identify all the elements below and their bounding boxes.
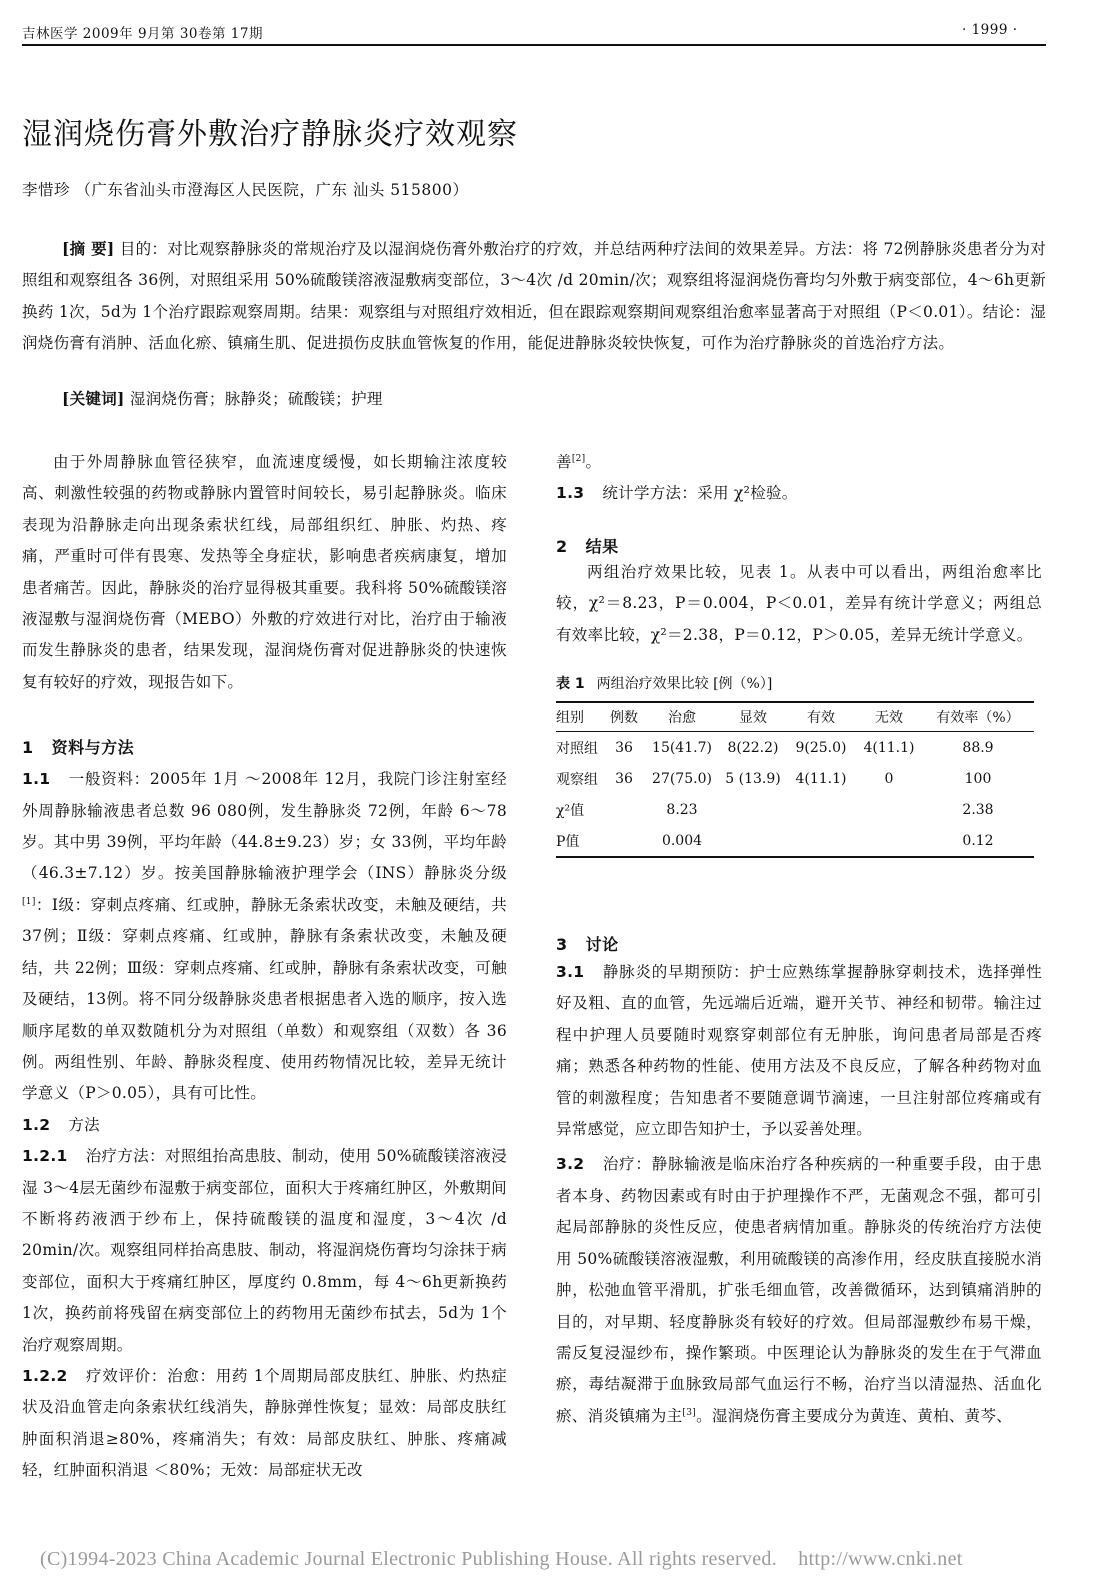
section-number: 1.2 xyxy=(22,1115,51,1134)
table-label: 表 1 xyxy=(556,676,585,693)
table-cell: 5 (13.9) xyxy=(725,770,781,787)
table-cell: 36 xyxy=(615,739,633,756)
table-cell: 88.9 xyxy=(962,739,994,756)
table-cell: 2.38 xyxy=(962,801,994,818)
continued-text xyxy=(556,447,1042,478)
column-header: 例数 xyxy=(610,710,638,727)
section-number: 2 xyxy=(556,536,568,556)
section-1-2-1 xyxy=(22,1141,507,1361)
left-column xyxy=(22,447,507,1487)
table-cell: 100 xyxy=(964,770,992,787)
section-1-2-heading xyxy=(22,1110,507,1141)
copyright-watermark: (C)1994-2023 China Academic Journal Electronic Publishing House. All rights reserved. http://www.cnki.net xyxy=(40,1548,963,1570)
keywords-label: [关键词] xyxy=(62,389,125,408)
section-1-1 xyxy=(22,764,507,1109)
table-cell xyxy=(720,794,786,825)
abstract xyxy=(22,233,1046,360)
section-number: 3.1 xyxy=(556,963,585,982)
table-cell: 8.23 xyxy=(666,801,698,818)
page-number: · 1999 · xyxy=(962,22,1018,38)
table-row xyxy=(556,825,1034,857)
column-header: 有效 xyxy=(807,710,835,727)
paragraph-text: 善 xyxy=(556,453,572,471)
section-1-heading xyxy=(22,735,507,758)
header-rule xyxy=(22,44,1046,46)
section-title: 方法 xyxy=(68,1115,100,1134)
table-cell: P值 xyxy=(556,833,580,850)
table-cell: 0 xyxy=(884,770,894,787)
keywords xyxy=(62,383,383,415)
right-column xyxy=(556,447,1042,1432)
author-line: 李惜珍 （广东省汕头市澄海区人民医院，广东 汕头 515800） xyxy=(22,181,469,199)
table-row xyxy=(556,763,1034,794)
section-number: 1.2.1 xyxy=(22,1147,68,1166)
table-cell: 0.12 xyxy=(962,832,994,849)
section-3-1 xyxy=(556,957,1042,1145)
section-2-heading xyxy=(556,534,1042,557)
table-cell xyxy=(856,825,922,857)
reference-mark: [1] xyxy=(22,896,36,907)
journal-header: 吉林医学 2009年 9月第 30卷第 17期 xyxy=(22,26,263,42)
column-header: 显效 xyxy=(739,710,767,727)
paragraph-text: 。湿润烧伤膏主要成分为黄连、黄柏、黄芩、 xyxy=(696,1406,1013,1425)
reference-mark: [2] xyxy=(571,453,586,464)
paragraph-text: 静脉炎的早期预防：护士应熟练掌握静脉穿刺技术，选择弹性好及粗、直的血管，先远端后近端，避开关节、神经和韧带。输注过程中护理人员要随时观察穿刺部位有无肿胀，询问患者局部是否疼痛；熟悉各种药物的性能、使用方法及不良反应，了解各种药物对血管的刺激程度；告知患者不要随意调节滴速，一旦注射部位疼痛或有异常感觉，应立即告知护士，予以妥善处理。 xyxy=(556,963,1042,1139)
results-paragraph: 两组治疗效果比较，见表 1。从表中可以看出，两组治愈率比较，χ²＝8.23，P＝0.004，P＜0.01，差异有统计学意义；两组总有效率比较，χ²＝2.38，P＝0.12，P＞0.05，差异无统计学意义。 xyxy=(556,562,1042,644)
table-cell: 27(75.0) xyxy=(652,770,712,787)
section-number: 1.2.2 xyxy=(22,1366,68,1385)
table-cell: 4(11.1) xyxy=(863,739,915,756)
table-cell: 36 xyxy=(615,770,633,787)
section-number: 1.3 xyxy=(556,484,585,503)
table-cell xyxy=(720,825,786,857)
column-header: 有效率（%） xyxy=(936,710,1020,727)
paragraph-text: 一般资料：2005年 1月 ～2008年 12月，我院门诊注射室经外周静脉输液患者总数 96 080例，发生静脉炎 72例，年龄 6～78岁。其中男 39例，平均年龄（44.8±9.23）岁；女 33例，平均年龄（46.3±7.12）岁。按美国静脉输液护理学会（INS）静脉炎分级 xyxy=(22,770,507,883)
section-1-3 xyxy=(556,478,1042,509)
table-cell: 对照组 xyxy=(556,740,598,757)
paragraph-text: 治疗方法：对照组抬高患肢、制动，使用 50%硫酸镁溶液浸湿 3～4层无菌纱布湿敷于病变部位，面积大于疼痛红肿区，外敷期间不断将药液洒于纱布上，保持硫酸镁的温度和湿度，3～4次 /d 20min/次。观察组同样抬高患肢、制动，将湿润烧伤膏均匀涂抹于病变部位，面积大于疼痛红肿区，厚度约 0.8mm，每 4～6h更新换药 1次，换药前将残留在病变部位上的药物用无菌纱布拭去，5d为 1个治疗观察周期。 xyxy=(22,1147,507,1354)
table-cell xyxy=(856,794,922,825)
table-caption xyxy=(556,673,1042,693)
paragraph-text: 统计学方法：采用 χ²检验。 xyxy=(602,484,798,503)
table-cell xyxy=(604,794,644,825)
table-cell xyxy=(786,825,856,857)
section-number: 3 xyxy=(556,935,568,955)
table-header-row xyxy=(556,702,1034,732)
table-cell: 8(22.2) xyxy=(727,739,779,756)
table-cell xyxy=(604,825,644,857)
results-table xyxy=(556,701,1034,858)
section-title: 讨论 xyxy=(585,935,619,955)
article-title: 湿润烧伤膏外敷治疗静脉炎疗效观察 xyxy=(22,117,518,152)
table-cell: 0.004 xyxy=(661,832,703,849)
table-cell: 15(41.7) xyxy=(652,739,712,756)
intro-paragraph: 由于外周静脉血管径狭窄，血流速度缓慢，如长期输注浓度较高、刺激性较强的药物或静脉内置管时间较长，易引起静脉炎。临床表现为沿静脉走向出现条索状红线，局部组织红、肿胀、灼热、疼痛，严重时可伴有畏寒、发热等全身症状，影响患者疾病康复，增加患者痛苦。因此，静脉炎的治疗显得极其重要。我科将 50%硫酸镁溶液湿敷与湿润烧伤膏（MEBO）外敷的疗效进行对比，治疗由于输液而发生静脉炎的患者，结果发现，湿润烧伤膏对促进静脉炎的快速恢复有较好的疗效，现报告如下。 xyxy=(22,453,507,691)
table-cell: 4(11.1) xyxy=(795,770,847,787)
reference-mark: [3] xyxy=(682,1407,697,1418)
section-title: 结果 xyxy=(585,536,619,556)
table-title: 两组治疗效果比较 [例（%）] xyxy=(596,676,773,693)
table-row xyxy=(556,732,1034,764)
section-1-2-2 xyxy=(22,1361,507,1487)
table-cell: 9(25.0) xyxy=(795,739,847,756)
table-cell xyxy=(786,794,856,825)
table-cell: 观察组 xyxy=(556,771,598,788)
paragraph-text: 疗效评价：治愈：用药 1个周期局部皮肤红、肿胀、灼热症状及沿血管走向条索状红线消失，静脉弹性恢复；显效：局部皮肤红肿面积消退≥80%，疼痛消失；有效：局部皮肤红、肿胀、疼痛减轻，红肿面积消退 ＜80%；无效：局部症状无改 xyxy=(22,1366,507,1480)
column-header: 组别 xyxy=(556,710,584,727)
column-header: 无效 xyxy=(875,710,903,727)
section-number: 1 xyxy=(22,738,34,758)
column-header: 治愈 xyxy=(668,710,696,727)
table-cell: χ²值 xyxy=(556,802,585,819)
abstract-label: [摘 要] xyxy=(62,239,115,258)
section-title: 资料与方法 xyxy=(51,738,135,758)
section-3-heading xyxy=(556,932,1042,955)
abstract-text: 目的：对比观察静脉炎的常规治疗及以湿润烧伤膏外敷治疗的疗效，并总结两种疗法间的效果差异。方法：将 72例静脉炎患者分为对照组和观察组各 36例，对照组采用 50%硫酸镁溶液湿敷病变部位，3～4次 /d 20min/次；观察组将湿润烧伤膏均匀外敷于病变部位，4～6h更新换药 1次，5d为 1个治疗跟踪观察周期。结果：观察组与对照组疗效相近，但在跟踪观察期间观察组治愈率显著高于对照组（P＜0.01）。结论：湿润烧伤膏有消肿、活血化瘀、镇痛生肌、促进损伤皮肤血管恢复的作用，能促进静脉炎较快恢复，可作为治疗静脉炎的首选治疗方法。 xyxy=(22,240,1046,353)
paragraph-text: ：Ⅰ级：穿刺点疼痛、红或肿，静脉无条索状改变，未触及硬结，共 37例；Ⅱ级：穿刺点疼痛、红或肿，静脉有条索状改变，未触及硬结，共 22例；Ⅲ级：穿刺点疼痛、红或肿，静脉有条索状改变，可触及硬结，13例。将不同分级静脉炎患者根据患者入选的顺序，按入选顺序尾数的单双数随机分为对照组（单数）和观察组（双数）各 36例。两组性别、年龄、静脉炎程度、使用药物情况比较，差异无统计学意义（P＞0.05），具有可比性。 xyxy=(22,895,507,1103)
keywords-text: 湿润烧伤膏；脉静炎；硫酸镁；护理 xyxy=(129,390,383,408)
section-number: 1.1 xyxy=(22,770,51,789)
section-3-2 xyxy=(556,1149,1042,1432)
paragraph-text: 治疗：静脉输液是临床治疗各种疾病的一种重要手段，由于患者本身、药物因素或有时由于护理操作不严，无菌观念不强，都可引起局部静脉的炎性反应，使患者病情加重。静脉炎的传统治疗方法使用 50%硫酸镁溶液湿敷，利用硫酸镁的高渗作用，经皮肤直接脱水消肿，松弛血管平滑肌，扩张毛细血管，改善微循环，达到镇痛消肿的目的，对早期、轻度静脉炎有较好的疗效。但局部湿敷纱布易干燥，需反复浸湿纱布，操作繁琐。中医理论认为静脉炎的发生在于气滞血瘀，毒结凝滞于血脉致局部气血运行不畅，治疗当以清湿热、活血化瘀、消炎镇痛为主 xyxy=(556,1155,1042,1425)
paragraph-text: 。 xyxy=(585,453,602,471)
table-row xyxy=(556,794,1034,825)
section-number: 3.2 xyxy=(556,1155,585,1174)
